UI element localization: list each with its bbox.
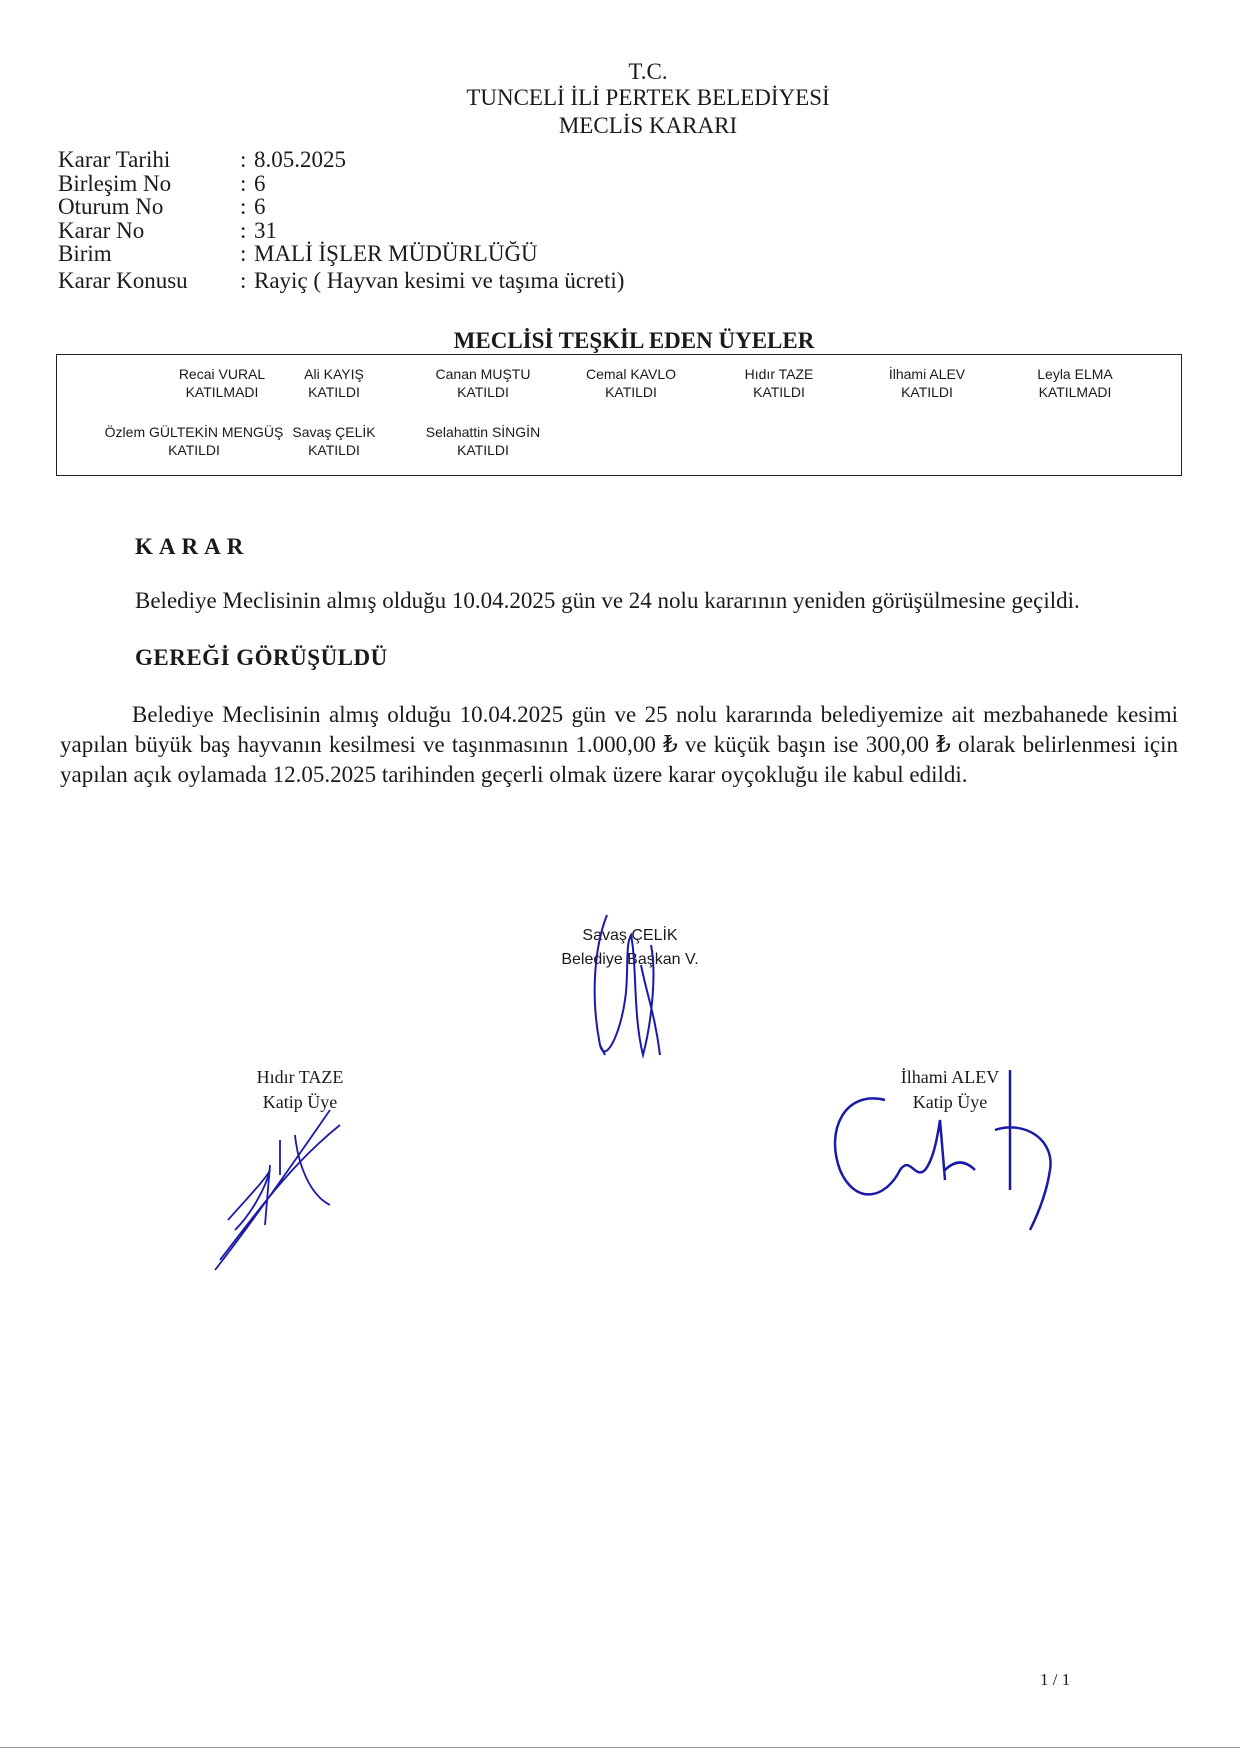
meta-row-date: Karar Tarihi : 8.05.2025 <box>58 147 346 172</box>
meta-label: Oturum No <box>58 194 164 219</box>
meta-label: Karar Konusu <box>58 267 188 293</box>
members-box <box>56 354 1182 476</box>
meta-row-decision-no: Karar No : 31 <box>58 217 277 243</box>
signatory-title: Katip Üye <box>262 1092 338 1112</box>
meta-label: Birim <box>58 241 112 266</box>
bottom-border <box>0 1747 1240 1748</box>
member-name: Ali KAYIŞ <box>304 366 364 382</box>
meta-value: 6 <box>254 170 266 196</box>
member-status: KATILDI <box>605 384 657 400</box>
signature-clerk-2-handwriting <box>815 1060 1055 1240</box>
header-doc-type: MECLİS KARARI <box>558 113 738 138</box>
meta-value: Rayiç ( Hayvan kesimi ve taşıma ücreti) <box>254 267 625 293</box>
member-name: Leyla ELMA <box>1037 366 1113 382</box>
header-municipality: TUNCELİ İLİ PERTEK BELEDİYESİ <box>466 85 830 110</box>
member-name: Hıdır TAZE <box>744 366 814 382</box>
decision-metadata <box>58 148 624 292</box>
member-card <box>393 423 573 459</box>
member-status: KATILDI <box>457 384 509 400</box>
meta-value: 6 <box>254 194 266 219</box>
member-name: Recai VURAL <box>178 366 266 382</box>
signatory-name: İlhami ALEV <box>900 1067 1000 1087</box>
deliberation-heading: GEREĞİ GÖRÜŞÜLDÜ <box>135 645 388 670</box>
signatory-title: Katip Üye <box>912 1092 988 1112</box>
decision-body-paragraph: Belediye Meclisinin almış olduğu 10.04.2025 gün ve 25 nolu kararında belediyemize ait mezbahanede kesimi yapılan büyük baş hayvanın kesilmesi ve taşınmasının 1.000,00 ₺ ve küçük başın ise 300,00 ₺ olarak belirlenmesi için yapılan açık oylamada 12.05.2025 tarihinden geçerli olmak üzere karar oyçokluğu ile kabul edildi. <box>60 702 1178 787</box>
member-name: Canan MUŞTU <box>435 366 531 382</box>
meta-row-session: Birleşim No : 6 <box>58 170 266 196</box>
meta-value: 8.05.2025 <box>254 147 346 172</box>
members-title: MECLİSİ TEŞKİL EDEN ÜYELER <box>453 328 815 353</box>
member-name: Selahattin SİNGİN <box>425 424 541 440</box>
member-status: KATILMADI <box>185 384 259 400</box>
meta-row-unit: Birim : MALİ İŞLER MÜDÜRLÜĞÜ <box>58 241 538 266</box>
member-status: KATILDI <box>901 384 953 400</box>
meta-label: Karar Tarihi <box>58 147 171 172</box>
member-name: Savaş ÇELİK <box>292 424 376 440</box>
member-status: KATILMADI <box>1038 384 1112 400</box>
member-name: Cemal KAVLO <box>586 366 676 382</box>
signature-clerk-1-handwriting <box>210 1095 360 1275</box>
member-status: KATILDI <box>308 442 360 458</box>
member-name: Özlem GÜLTEKİN MENGÜŞ <box>104 424 284 440</box>
member-status: KATILDI <box>457 442 509 458</box>
member-status: KATILDI <box>753 384 805 400</box>
signatory-title: Belediye Başkan V. <box>561 951 699 968</box>
member-card <box>985 365 1165 401</box>
member-name: İlhami ALEV <box>888 366 966 382</box>
meta-row-sitting: Oturum No : 6 <box>58 194 266 219</box>
meta-value: MALİ İŞLER MÜDÜRLÜĞÜ <box>254 241 538 266</box>
meta-value: 31 <box>254 217 277 243</box>
member-status: KATILDI <box>168 442 220 458</box>
signature-chair-handwriting <box>585 905 695 1065</box>
page-number: 1 / 1 <box>1040 1670 1071 1689</box>
meta-label: Birleşim No <box>58 170 172 196</box>
meta-label: Karar No <box>58 217 145 243</box>
signatory-name: Hıdır TAZE <box>256 1067 344 1087</box>
member-status: KATILDI <box>308 384 360 400</box>
header-tc: T.C. <box>628 59 668 84</box>
signatory-name: Savaş ÇELİK <box>582 927 678 944</box>
meta-row-subject: Karar Konusu : Rayiç ( Hayvan kesimi ve taşıma ücreti) <box>58 267 625 293</box>
decision-heading: KARAR <box>135 534 250 559</box>
decision-intro-paragraph: Belediye Meclisinin almış olduğu 10.04.2025 gün ve 24 nolu kararının yeniden görüşülmesine geçildi. <box>135 588 1080 613</box>
